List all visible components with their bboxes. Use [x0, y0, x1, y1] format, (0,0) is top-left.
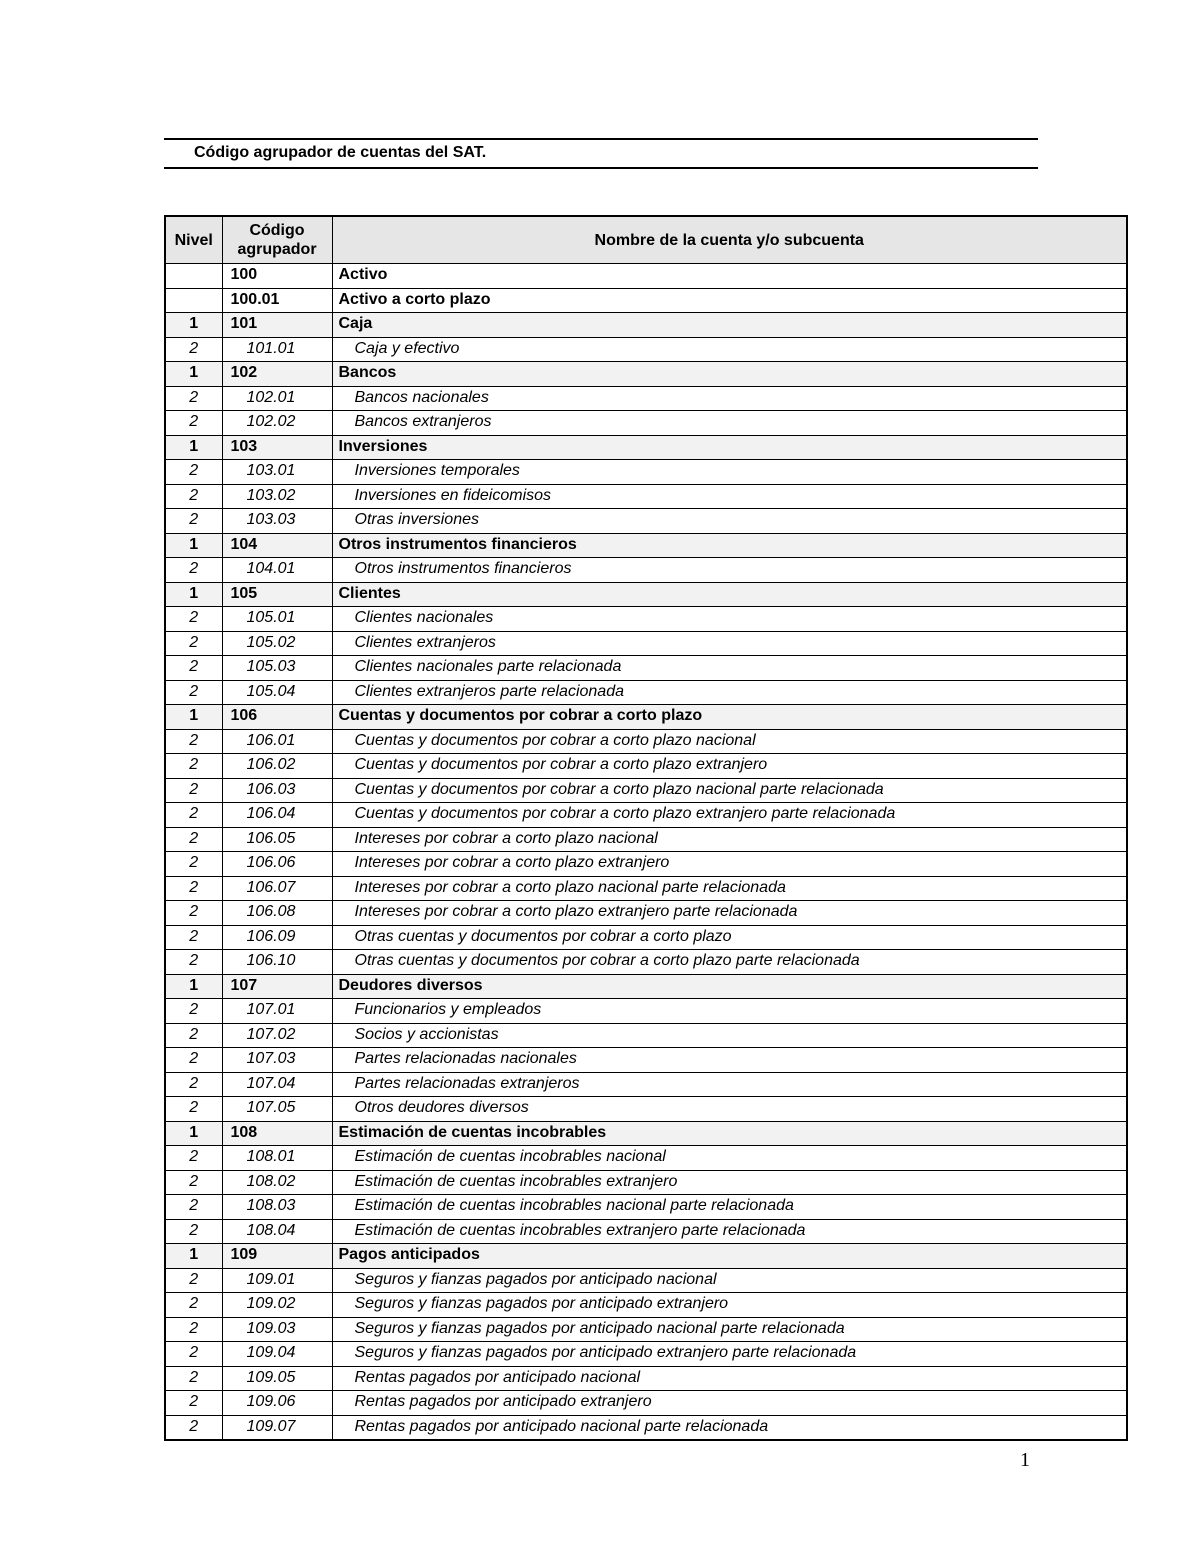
- table-row: [165, 484, 1127, 509]
- cell-nivel: 2: [165, 337, 222, 362]
- cell-nivel: 2: [165, 1317, 222, 1342]
- cell-nivel: [165, 264, 222, 289]
- table-row: [165, 901, 1127, 926]
- cell-nombre: Deudores diversos: [332, 974, 1127, 999]
- cell-nivel: 2: [165, 803, 222, 828]
- cell-nombre: Otros instrumentos financieros: [332, 533, 1127, 558]
- cell-nivel: 1: [165, 533, 222, 558]
- cell-nivel: 1: [165, 1121, 222, 1146]
- table-row: [165, 460, 1127, 485]
- cell-codigo: 101.01: [222, 337, 332, 362]
- cell-codigo: 107.03: [222, 1048, 332, 1073]
- cell-nivel: 2: [165, 729, 222, 754]
- table-row: [165, 313, 1127, 338]
- cell-codigo: 109.07: [222, 1415, 332, 1440]
- cell-codigo: 109.04: [222, 1342, 332, 1367]
- cell-nombre: Socios y accionistas: [332, 1023, 1127, 1048]
- cell-nivel: 2: [165, 1195, 222, 1220]
- cell-codigo: 100.01: [222, 288, 332, 313]
- cell-nivel: 2: [165, 876, 222, 901]
- cell-nivel: 1: [165, 974, 222, 999]
- table-row: [165, 1391, 1127, 1416]
- cell-codigo: 101: [222, 313, 332, 338]
- cell-nombre: Estimación de cuentas incobrables nacional parte relacionada: [332, 1195, 1127, 1220]
- table-row: [165, 631, 1127, 656]
- cell-nivel: 2: [165, 1219, 222, 1244]
- cell-codigo: 106.03: [222, 778, 332, 803]
- table-header-row: [165, 216, 1127, 264]
- cell-codigo: 104.01: [222, 558, 332, 583]
- cell-codigo: 103.03: [222, 509, 332, 534]
- table-row: [165, 1023, 1127, 1048]
- table-row: [165, 1342, 1127, 1367]
- table-row: [165, 1072, 1127, 1097]
- table-row: [165, 1170, 1127, 1195]
- cell-nivel: 2: [165, 754, 222, 779]
- cell-nivel: 2: [165, 1415, 222, 1440]
- cell-nombre: Bancos: [332, 362, 1127, 387]
- cell-nombre: Estimación de cuentas incobrables extranjero: [332, 1170, 1127, 1195]
- table-row: [165, 1293, 1127, 1318]
- document-title: Código agrupador de cuentas del SAT.: [194, 144, 487, 161]
- cell-codigo: 109: [222, 1244, 332, 1269]
- cell-nombre: Funcionarios y empleados: [332, 999, 1127, 1024]
- cell-codigo: 107.02: [222, 1023, 332, 1048]
- cell-nombre: Rentas pagados por anticipado nacional parte relacionada: [332, 1415, 1127, 1440]
- cell-codigo: 107: [222, 974, 332, 999]
- table-row: [165, 509, 1127, 534]
- header-nombre: Nombre de la cuenta y/o subcuenta: [332, 216, 1127, 264]
- cell-codigo: 105: [222, 582, 332, 607]
- cell-codigo: 109.01: [222, 1268, 332, 1293]
- cell-nombre: Seguros y fianzas pagados por anticipado extranjero: [332, 1293, 1127, 1318]
- cell-nombre: Intereses por cobrar a corto plazo extranjero: [332, 852, 1127, 877]
- cell-nombre: Inversiones: [332, 435, 1127, 460]
- cell-nombre: Intereses por cobrar a corto plazo extranjero parte relacionada: [332, 901, 1127, 926]
- cell-codigo: 102.02: [222, 411, 332, 436]
- cell-codigo: 103: [222, 435, 332, 460]
- cell-nombre: Clientes: [332, 582, 1127, 607]
- cell-nivel: 2: [165, 852, 222, 877]
- cell-nivel: 2: [165, 1146, 222, 1171]
- cell-codigo: 105.03: [222, 656, 332, 681]
- cell-nombre: Clientes nacionales parte relacionada: [332, 656, 1127, 681]
- cell-codigo: 102.01: [222, 386, 332, 411]
- table-row: [165, 1219, 1127, 1244]
- cell-nombre: Rentas pagados por anticipado extranjero: [332, 1391, 1127, 1416]
- cell-nombre: Otros deudores diversos: [332, 1097, 1127, 1122]
- cell-nivel: 2: [165, 999, 222, 1024]
- table-row: [165, 558, 1127, 583]
- table-row: [165, 974, 1127, 999]
- table-row: [165, 827, 1127, 852]
- page-number: 1: [1020, 1449, 1030, 1471]
- table-row: [165, 264, 1127, 289]
- cell-codigo: 109.03: [222, 1317, 332, 1342]
- cell-codigo: 107.01: [222, 999, 332, 1024]
- cell-nombre: Cuentas y documentos por cobrar a corto plazo nacional: [332, 729, 1127, 754]
- cell-codigo: 100: [222, 264, 332, 289]
- cell-nombre: Estimación de cuentas incobrables extranjero parte relacionada: [332, 1219, 1127, 1244]
- cell-nivel: 2: [165, 827, 222, 852]
- table-row: [165, 876, 1127, 901]
- table-row: [165, 411, 1127, 436]
- cell-codigo: 102: [222, 362, 332, 387]
- header-codigo-line1: Código: [249, 222, 305, 239]
- table-row: [165, 362, 1127, 387]
- cell-nombre: Seguros y fianzas pagados por anticipado extranjero parte relacionada: [332, 1342, 1127, 1367]
- cell-nivel: [165, 288, 222, 313]
- table-row: [165, 852, 1127, 877]
- cell-nombre: Cuentas y documentos por cobrar a corto plazo extranjero: [332, 754, 1127, 779]
- cell-nivel: 1: [165, 435, 222, 460]
- cell-codigo: 106.06: [222, 852, 332, 877]
- table-body: [165, 264, 1127, 1440]
- cell-nivel: 2: [165, 680, 222, 705]
- cell-nivel: 1: [165, 362, 222, 387]
- cell-nivel: 1: [165, 582, 222, 607]
- cell-nombre: Pagos anticipados: [332, 1244, 1127, 1269]
- cell-nivel: 2: [165, 1097, 222, 1122]
- cell-nivel: 2: [165, 607, 222, 632]
- table-row: [165, 705, 1127, 730]
- cell-nivel: 2: [165, 558, 222, 583]
- cell-nivel: 1: [165, 705, 222, 730]
- cell-codigo: 108: [222, 1121, 332, 1146]
- cell-codigo: 108.03: [222, 1195, 332, 1220]
- table-row: [165, 1366, 1127, 1391]
- cell-nombre: Caja y efectivo: [332, 337, 1127, 362]
- table-row: [165, 386, 1127, 411]
- cell-nivel: 2: [165, 631, 222, 656]
- cell-codigo: 106: [222, 705, 332, 730]
- document-header: [164, 138, 1038, 169]
- table-row: [165, 680, 1127, 705]
- header-codigo-line2: agrupador: [237, 241, 317, 258]
- table-row: [165, 729, 1127, 754]
- cell-codigo: 105.01: [222, 607, 332, 632]
- header-codigo: [222, 216, 332, 264]
- cell-nivel: 2: [165, 950, 222, 975]
- cell-nombre: Estimación de cuentas incobrables nacional: [332, 1146, 1127, 1171]
- cell-nivel: 2: [165, 925, 222, 950]
- cell-nivel: 2: [165, 1366, 222, 1391]
- table-row: [165, 778, 1127, 803]
- cell-nivel: 2: [165, 778, 222, 803]
- cell-nivel: 2: [165, 1268, 222, 1293]
- cell-codigo: 106.09: [222, 925, 332, 950]
- cell-nivel: 2: [165, 1342, 222, 1367]
- cell-codigo: 108.01: [222, 1146, 332, 1171]
- cell-nombre: Inversiones en fideicomisos: [332, 484, 1127, 509]
- cell-nombre: Activo: [332, 264, 1127, 289]
- cell-nombre: Otras cuentas y documentos por cobrar a corto plazo parte relacionada: [332, 950, 1127, 975]
- cell-codigo: 106.05: [222, 827, 332, 852]
- table-row: [165, 582, 1127, 607]
- cell-nombre: Cuentas y documentos por cobrar a corto plazo: [332, 705, 1127, 730]
- cell-nivel: 2: [165, 484, 222, 509]
- cell-nombre: Partes relacionadas extranjeros: [332, 1072, 1127, 1097]
- cell-codigo: 104: [222, 533, 332, 558]
- cell-nivel: 1: [165, 313, 222, 338]
- table-row: [165, 1195, 1127, 1220]
- cell-nombre: Activo a corto plazo: [332, 288, 1127, 313]
- cell-codigo: 108.04: [222, 1219, 332, 1244]
- table-row: [165, 803, 1127, 828]
- cell-nombre: Cuentas y documentos por cobrar a corto plazo extranjero parte relacionada: [332, 803, 1127, 828]
- table-row: [165, 999, 1127, 1024]
- cell-nombre: Estimación de cuentas incobrables: [332, 1121, 1127, 1146]
- cell-nombre: Cuentas y documentos por cobrar a corto plazo nacional parte relacionada: [332, 778, 1127, 803]
- cell-nombre: Intereses por cobrar a corto plazo nacional parte relacionada: [332, 876, 1127, 901]
- cell-nivel: 2: [165, 1048, 222, 1073]
- cell-codigo: 109.06: [222, 1391, 332, 1416]
- cell-nombre: Clientes extranjeros parte relacionada: [332, 680, 1127, 705]
- table-row: [165, 1415, 1127, 1440]
- cell-nombre: Clientes nacionales: [332, 607, 1127, 632]
- cell-nombre: Seguros y fianzas pagados por anticipado nacional parte relacionada: [332, 1317, 1127, 1342]
- cell-nivel: 2: [165, 656, 222, 681]
- cell-codigo: 106.04: [222, 803, 332, 828]
- table-row: [165, 1121, 1127, 1146]
- cell-codigo: 107.05: [222, 1097, 332, 1122]
- cell-nombre: Otras inversiones: [332, 509, 1127, 534]
- table-row: [165, 1146, 1127, 1171]
- cell-nombre: Intereses por cobrar a corto plazo nacional: [332, 827, 1127, 852]
- cell-nivel: 2: [165, 386, 222, 411]
- cell-nivel: 2: [165, 1072, 222, 1097]
- cell-nombre: Partes relacionadas nacionales: [332, 1048, 1127, 1073]
- cell-nombre: Seguros y fianzas pagados por anticipado nacional: [332, 1268, 1127, 1293]
- table-row: [165, 435, 1127, 460]
- cell-nombre: Bancos nacionales: [332, 386, 1127, 411]
- cell-codigo: 109.05: [222, 1366, 332, 1391]
- cell-nombre: Bancos extranjeros: [332, 411, 1127, 436]
- cell-codigo: 107.04: [222, 1072, 332, 1097]
- cell-nombre: Caja: [332, 313, 1127, 338]
- cell-nivel: 2: [165, 1170, 222, 1195]
- cell-nivel: 2: [165, 1023, 222, 1048]
- table-row: [165, 754, 1127, 779]
- cell-nivel: 2: [165, 1293, 222, 1318]
- cell-codigo: 106.02: [222, 754, 332, 779]
- table-row: [165, 1244, 1127, 1269]
- cell-nivel: 1: [165, 1244, 222, 1269]
- cell-nivel: 2: [165, 1391, 222, 1416]
- cell-codigo: 106.01: [222, 729, 332, 754]
- cell-nombre: Rentas pagados por anticipado nacional: [332, 1366, 1127, 1391]
- cell-codigo: 105.04: [222, 680, 332, 705]
- table-row: [165, 656, 1127, 681]
- table-row: [165, 950, 1127, 975]
- cell-codigo: 106.10: [222, 950, 332, 975]
- table-row: [165, 925, 1127, 950]
- cell-codigo: 103.01: [222, 460, 332, 485]
- cell-nivel: 2: [165, 411, 222, 436]
- table-row: [165, 1097, 1127, 1122]
- table-row: [165, 337, 1127, 362]
- cell-nivel: 2: [165, 901, 222, 926]
- cell-nombre: Otras cuentas y documentos por cobrar a corto plazo: [332, 925, 1127, 950]
- cell-nivel: 2: [165, 460, 222, 485]
- table-row: [165, 1268, 1127, 1293]
- cell-codigo: 103.02: [222, 484, 332, 509]
- table-row: [165, 288, 1127, 313]
- cell-codigo: 109.02: [222, 1293, 332, 1318]
- cell-nombre: Otros instrumentos financieros: [332, 558, 1127, 583]
- table-row: [165, 1317, 1127, 1342]
- cell-codigo: 105.02: [222, 631, 332, 656]
- cell-codigo: 106.07: [222, 876, 332, 901]
- cell-nombre: Inversiones temporales: [332, 460, 1127, 485]
- table-row: [165, 533, 1127, 558]
- cell-codigo: 106.08: [222, 901, 332, 926]
- header-nivel: Nivel: [165, 216, 222, 264]
- accounts-table: [164, 215, 1128, 1441]
- table-row: [165, 607, 1127, 632]
- cell-nivel: 2: [165, 509, 222, 534]
- table-row: [165, 1048, 1127, 1073]
- cell-nombre: Clientes extranjeros: [332, 631, 1127, 656]
- cell-codigo: 108.02: [222, 1170, 332, 1195]
